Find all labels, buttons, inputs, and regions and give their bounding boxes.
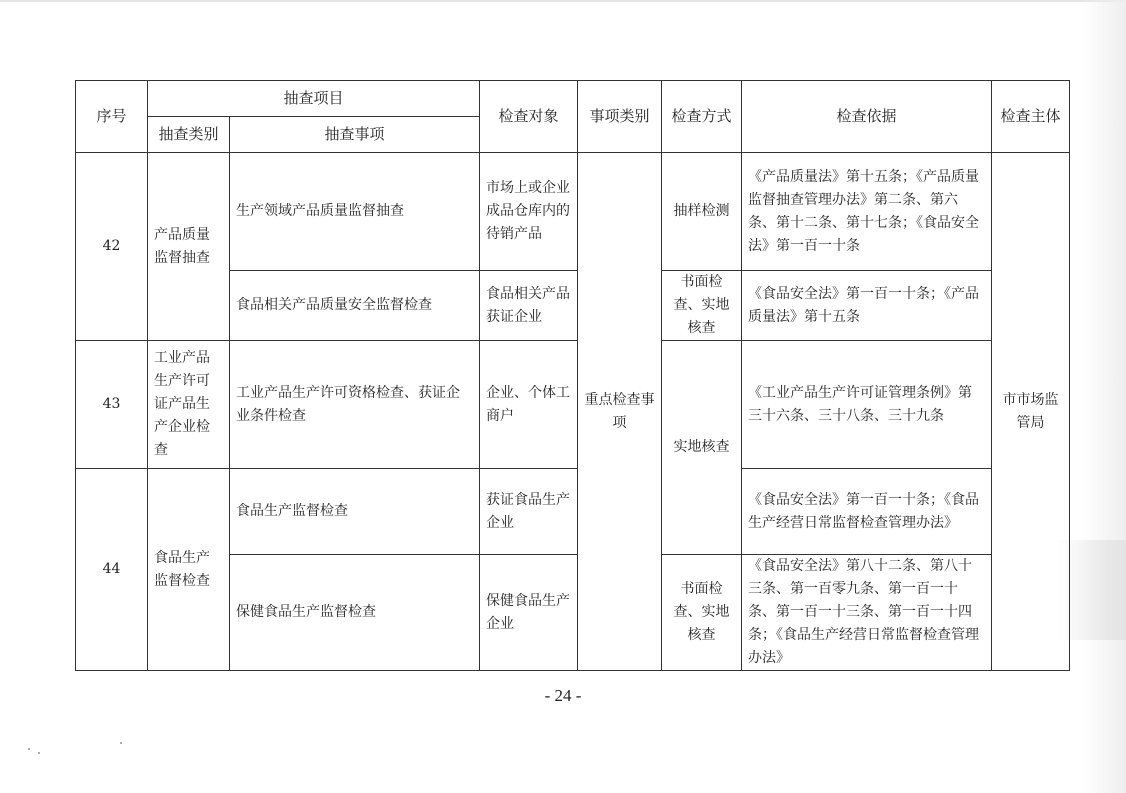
method-onsite-merged: 实地核查 (662, 341, 742, 555)
row-43-basis: 《工业产品生产许可证管理条例》第三十六条、三十八条、三十九条 (742, 341, 992, 469)
inspection-table (75, 80, 1070, 671)
row-44-basis-1: 《食品安全法》第一百一十条；《食品生产经营日常监督检查管理办法》 (742, 469, 992, 555)
row-43-matter: 工业产品生产许可资格检查、获证企业条件检查 (230, 341, 480, 469)
scan-shadow (1082, 0, 1126, 793)
header-check-object: 检查对象 (480, 81, 578, 153)
scan-speck (120, 742, 122, 744)
row-42-object-2: 食品相关产品获证企业 (480, 271, 578, 341)
row-42-category: 产品质量监督抽查 (148, 153, 230, 341)
scan-speck (28, 748, 30, 750)
row-44-seq: 44 (76, 469, 148, 671)
row-42-method-1: 抽样检测 (662, 153, 742, 271)
header-check-basis: 检查依据 (742, 81, 992, 153)
row-43-object: 企业、个体工商户 (480, 341, 578, 469)
row-42-method-2: 书面检查、实地核查 (662, 271, 742, 341)
row-42-seq: 42 (76, 153, 148, 341)
header-check-matter: 抽查事项 (230, 117, 480, 153)
row-44-object-2: 保健食品生产企业 (480, 555, 578, 671)
row-44-matter-2: 保健食品生产监督检查 (230, 555, 480, 671)
page-number: - 24 - (544, 686, 582, 705)
row-44-object-1: 获证食品生产企业 (480, 469, 578, 555)
item-type-merged: 重点检查事项 (578, 153, 662, 671)
row-42-matter-1: 生产领域产品质量监督抽查 (230, 153, 480, 271)
scan-edge-line (0, 0, 1126, 2)
header-check-item: 抽查项目 (148, 81, 480, 117)
header-check-category: 抽查类别 (148, 117, 230, 153)
check-subject-merged: 市市场监管局 (992, 153, 1070, 671)
row-42-basis-1: 《产品质量法》第十五条；《产品质量监督抽查管理办法》第二条、第六条、第十二条、第十七条；《食品安全法》第一百一十条 (742, 153, 992, 271)
header-item-type: 事项类别 (578, 81, 662, 153)
row-44-basis-2: 《食品安全法》第八十二条、第八十三条、第一百零九条、第一百一十条、第一百一十三条、第一百一十四条；《食品生产经营日常监督检查管理办法》 (742, 555, 992, 671)
row-44-matter-1: 食品生产监督检查 (230, 469, 480, 555)
header-seq: 序号 (76, 81, 148, 153)
row-42-object-1: 市场上或企业成品仓库内的待销产品 (480, 153, 578, 271)
row-43-category: 工业产品生产许可证产品生产企业检查 (148, 341, 230, 469)
scan-speck (38, 752, 40, 754)
row-42-matter-2: 食品相关产品质量安全监督检查 (230, 271, 480, 341)
header-check-subject: 检查主体 (992, 81, 1070, 153)
row-42-basis-2: 《食品安全法》第一百一十条；《产品质量法》第十五条 (742, 271, 992, 341)
row-44-method-2: 书面检查、实地核查 (662, 555, 742, 671)
row-43-seq: 43 (76, 341, 148, 469)
header-check-method: 检查方式 (662, 81, 742, 153)
row-44-category: 食品生产监督检查 (148, 469, 230, 671)
